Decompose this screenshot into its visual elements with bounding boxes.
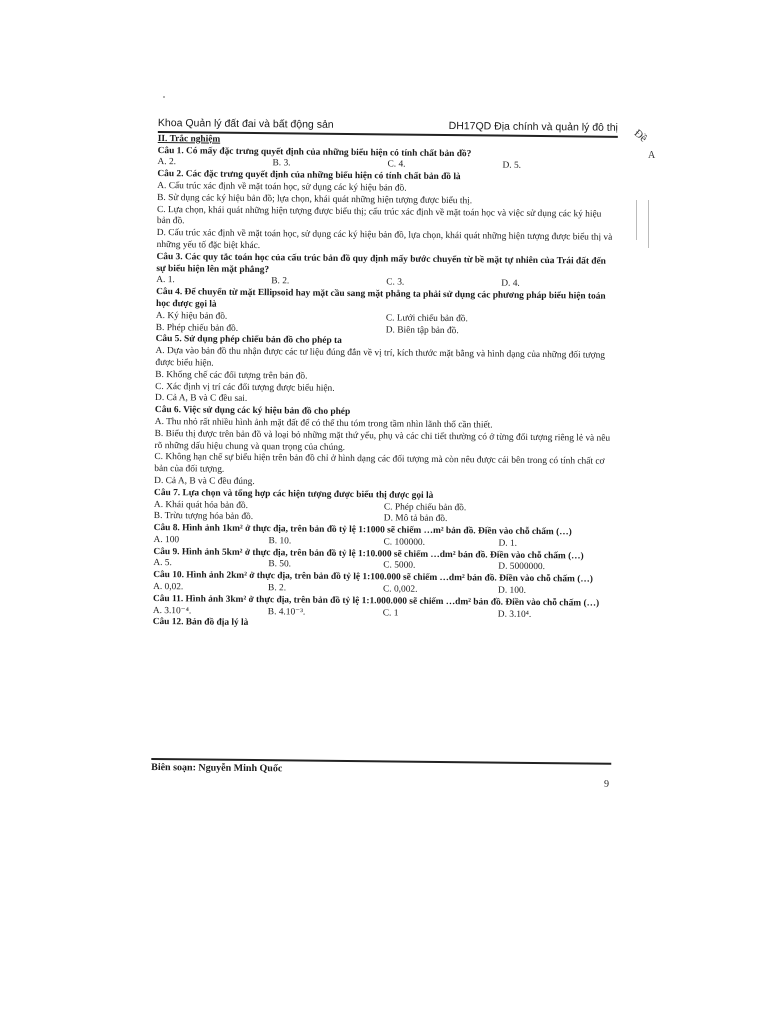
option: C. 4. (387, 159, 406, 170)
question-text: Câu 10. Hình ảnh 2km² ở thực địa, trên bản đồ tỷ lệ 1:100.000 sẽ chiếm …dm² bản đồ. Điền vào chỗ chấm (…) (153, 570, 593, 585)
scan-streak (636, 200, 637, 240)
option: C. 1 (382, 608, 399, 619)
document-page (151, 118, 618, 793)
margin-mark-top: Đề (631, 127, 650, 145)
question-6 (154, 405, 615, 492)
question-text: Câu 6. Việc sử dụng các ký hiệu bản đồ cho phép (154, 405, 351, 418)
option: B. Phép chiếu bản đồ. (155, 322, 239, 334)
question-text: Câu 8. Hình ảnh 1km² ở thực địa, trên bản đồ tỷ lệ 1:1000 sẽ chiếm …m² bản đồ. Điền vào chỗ chấm (…) (153, 523, 572, 538)
option: C. 5000. (383, 560, 416, 572)
option: A. Ký hiệu bản đồ. (155, 310, 228, 322)
option: A. 1. (156, 275, 175, 286)
option: D. 100. (498, 585, 526, 596)
option: B. 3. (272, 158, 291, 169)
option: D. Cả A, B và C đều đúng. (154, 475, 255, 487)
scan-streak (648, 200, 649, 248)
header-faculty: Khoa Quản lý đất đai và bất động sản (157, 117, 334, 131)
option: C. 0,002. (383, 584, 418, 595)
option: B. 10. (268, 536, 292, 547)
option: D. Cả A, B và C đều sai. (155, 393, 248, 405)
question-text: Câu 3. Các quy tắc toán học của cấu trúc bản đồ quy định mấy bước chuyển từ bề mặt tự nhiên của Trái đất đến sự biểu hiện lên mặt phẳng? (156, 251, 606, 275)
question-7 (154, 488, 614, 528)
question-text: Câu 2. Các đặc trưng quyết định của những biểu hiện có tính chất bản đồ là (157, 169, 461, 183)
option: C. Phép chiếu bản đồ. (383, 501, 467, 513)
margin-mark-bottom: A (648, 150, 656, 161)
question-text: Câu 1. Có mấy đặc trưng quyết định của những biểu hiện có tính chất bản đồ? (157, 145, 472, 159)
option: D. 5. (502, 161, 522, 172)
question-2 (157, 169, 618, 256)
page-footer (151, 758, 611, 790)
option: A. 3.10⁻⁴. (152, 605, 192, 617)
option: A. Thu nhỏ rất nhiều hình ảnh mặt đất để có thể thu tóm trong tầm nhìn lãnh thổ cần thiết. (154, 416, 493, 431)
option: D. Biên tập bản đồ. (385, 324, 459, 336)
option: C. Lưới chiếu bản đồ. (385, 313, 468, 325)
option: B. 2. (268, 583, 287, 594)
header-course: DH17QD Địa chính và quản lý đô thị (448, 120, 618, 134)
question-text: Câu 11. Hình ảnh 3km² ở thực địa, trên bản đồ tỷ lệ 1:1.000.000 sẽ chiếm …dm² bản đồ. Điền vào chỗ chấm (…) (152, 593, 600, 609)
option: A. Dựa vào bản đồ thu nhận được các tư liệu đúng đắn về vị trí, kích thước mặt bằng và hình dạng của những đối tượng được biểu hiện. (155, 346, 606, 369)
option: B. Trừu tượng hóa bản đồ. (153, 511, 254, 523)
option: D. Cấu trúc xác định về mặt toán học, sử dụng các ký hiệu bản đồ, lựa chọn, khái quát những hiện tượng được biểu thị và những yếu tố đặc biệt khác. (156, 228, 613, 252)
option: A. 100 (153, 534, 180, 546)
option: B. 50. (268, 559, 292, 570)
option: C. Không hạn chế sự biểu hiện trên bản đồ chỉ ở hình dạng các đối tượng mà còn nêu được cái bên trong có tính chất cơ bản của đối tượng. (154, 452, 605, 475)
option: B. 2. (271, 276, 290, 287)
page-number: 9 (603, 778, 610, 790)
scan-speck (163, 96, 165, 98)
question-3 (156, 252, 616, 292)
question-text: Câu 7. Lựa chọn và tổng hợp các hiện tượng được biểu thị được gọi là (154, 487, 434, 501)
footer-author: Biên soạn: Nguyễn Minh Quốc (151, 761, 283, 775)
question-text: Câu 12. Bản đồ địa lý là (152, 617, 249, 629)
option: A. 2. (157, 157, 177, 168)
option: A. 5. (153, 558, 172, 569)
option: C. 3. (386, 277, 405, 288)
section-title: II. Trắc nghiệm (157, 133, 221, 145)
option: A. Cấu trúc xác định về mặt toán học, sử dụng các ký hiệu bản đồ. (157, 180, 407, 194)
option: D. 3.10⁴. (497, 609, 532, 620)
option: A. 0,02. (153, 582, 184, 593)
option: D. 1. (498, 538, 518, 549)
question-4 (156, 287, 616, 339)
option: D. 4. (501, 278, 520, 290)
option: D. 5000000. (498, 562, 545, 573)
question-text: Câu 5. Sử dụng phép chiếu bản đồ cho phép ta (155, 334, 342, 347)
option: A. Khái quát hóa bản đồ. (153, 499, 248, 511)
option: B. Biểu thị được trên bản đồ và loại bỏ những mặt thứ yếu, phụ và các chi tiết thường có ở từng đối tượng riêng lẻ và nêu rõ những dấu hiệu chung và quan trọng của chúng. (154, 428, 611, 453)
question-5 (155, 334, 616, 410)
option: C. 100000. (383, 537, 426, 548)
option: B. Khống chế các đối tượng trên bản đồ. (155, 369, 308, 382)
option: B. 4.10⁻³. (267, 606, 306, 618)
question-text: Câu 4. Để chuyển từ mặt Ellipsoid hay mặt cầu sang mặt phẳng ta phải sử dụng các phương pháp biểu hiện toán học được gọi là (156, 287, 606, 310)
option: C. Lựa chọn, khái quát những hiện tượng được biểu thị; cấu trúc xác định về mặt toán học và việc sử dụng các ký hiệu bản đồ. (156, 204, 602, 227)
option: D. Mô tả bản đồ. (383, 513, 448, 525)
question-text: Câu 9. Hình ảnh 5km² ở thực địa, trên bản đồ tỷ lệ 1:10.000 sẽ chiếm …dm² bản đồ. Điền vào chỗ chấm (…) (153, 546, 584, 562)
option: B. Sử dụng các ký hiệu bản đồ; lựa chọn, khái quát những hiện tượng được biểu thị. (157, 192, 473, 207)
option: C. Xác định vị trí các đối tượng được biểu hiện. (155, 381, 335, 394)
